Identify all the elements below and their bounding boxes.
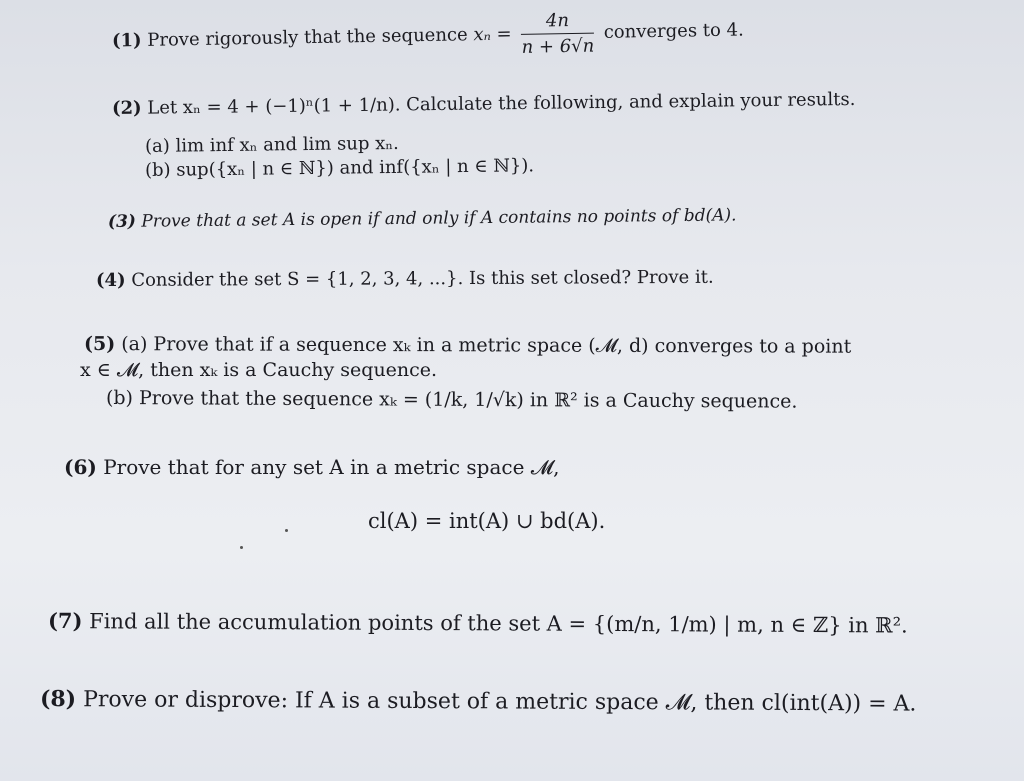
problem-2 (112, 89, 856, 119)
problem-2a: (a) lim inf xₙ and lim sup xₙ. (144, 132, 399, 157)
problem-7-text: Find all the accumulation points of the set A = {(m/n, 1/m) | m, n ∈ ℤ} in ℝ². (89, 609, 908, 638)
problem-3 (108, 205, 737, 232)
fraction-denominator: n + 6√n (521, 35, 595, 58)
problem-8-text: Prove or disprove: If A is a subset of a metric space 𝓜, then cl(int(A)) = A. (83, 687, 917, 717)
problem-3-number: (3) (107, 211, 137, 232)
problem-6-text: Prove that for any set A in a metric space 𝓜, (103, 455, 560, 479)
paper-speck (285, 529, 288, 532)
problem-8 (40, 686, 917, 717)
problem-5b: (b) Prove that the sequence xₖ = (1/k, 1/√k) in ℝ² is a Cauchy sequence. (105, 387, 798, 413)
problem-5a-line1 (84, 333, 851, 358)
problem-2b: (b) sup({xₙ | n ∈ ℕ}) and inf({xₙ | n ∈ ℕ}). (144, 155, 535, 181)
problem-8-number: (8) (39, 686, 77, 713)
problem-2-text: Let xₙ = 4 + (−1)ⁿ(1 + 1/n). Calculate the following, and explain your results. (147, 88, 856, 119)
problem-1-lhs: xₙ = (473, 23, 512, 46)
paper-speck (240, 546, 243, 549)
problem-6-equation: cl(A) = int(A) ∪ bd(A). (368, 509, 606, 533)
problem-7 (48, 608, 908, 638)
problem-3-text: Prove that a set A is open if and only if A contains no points of bd(A). (141, 205, 737, 232)
problem-2-number: (2) (111, 97, 142, 119)
problem-6 (64, 455, 560, 479)
problem-5a-text: (a) Prove that if a sequence xₖ in a metric space (𝓜, d) converges to a point (121, 333, 852, 358)
problem-4-number: (4) (95, 269, 126, 291)
problem-7-number: (7) (47, 608, 83, 634)
problem-1 (112, 7, 745, 65)
problem-1-fraction (521, 10, 594, 58)
fraction-numerator: 4n (521, 10, 594, 35)
problem-5a-line2: x ∈ 𝓜, then xₖ is a Cauchy sequence. (80, 359, 438, 381)
problem-5-number: (5) (83, 333, 116, 356)
problem-4-text: Consider the set S = {1, 2, 3, 4, ...}. Is this set closed? Prove it. (131, 266, 714, 291)
problem-4 (96, 267, 714, 291)
problem-1-conclusion: converges to 4. (603, 19, 744, 43)
problem-6-number: (6) (64, 455, 97, 479)
problem-1-number: (1) (111, 29, 142, 52)
problem-1-text: Prove rigorously that the sequence (147, 24, 468, 51)
